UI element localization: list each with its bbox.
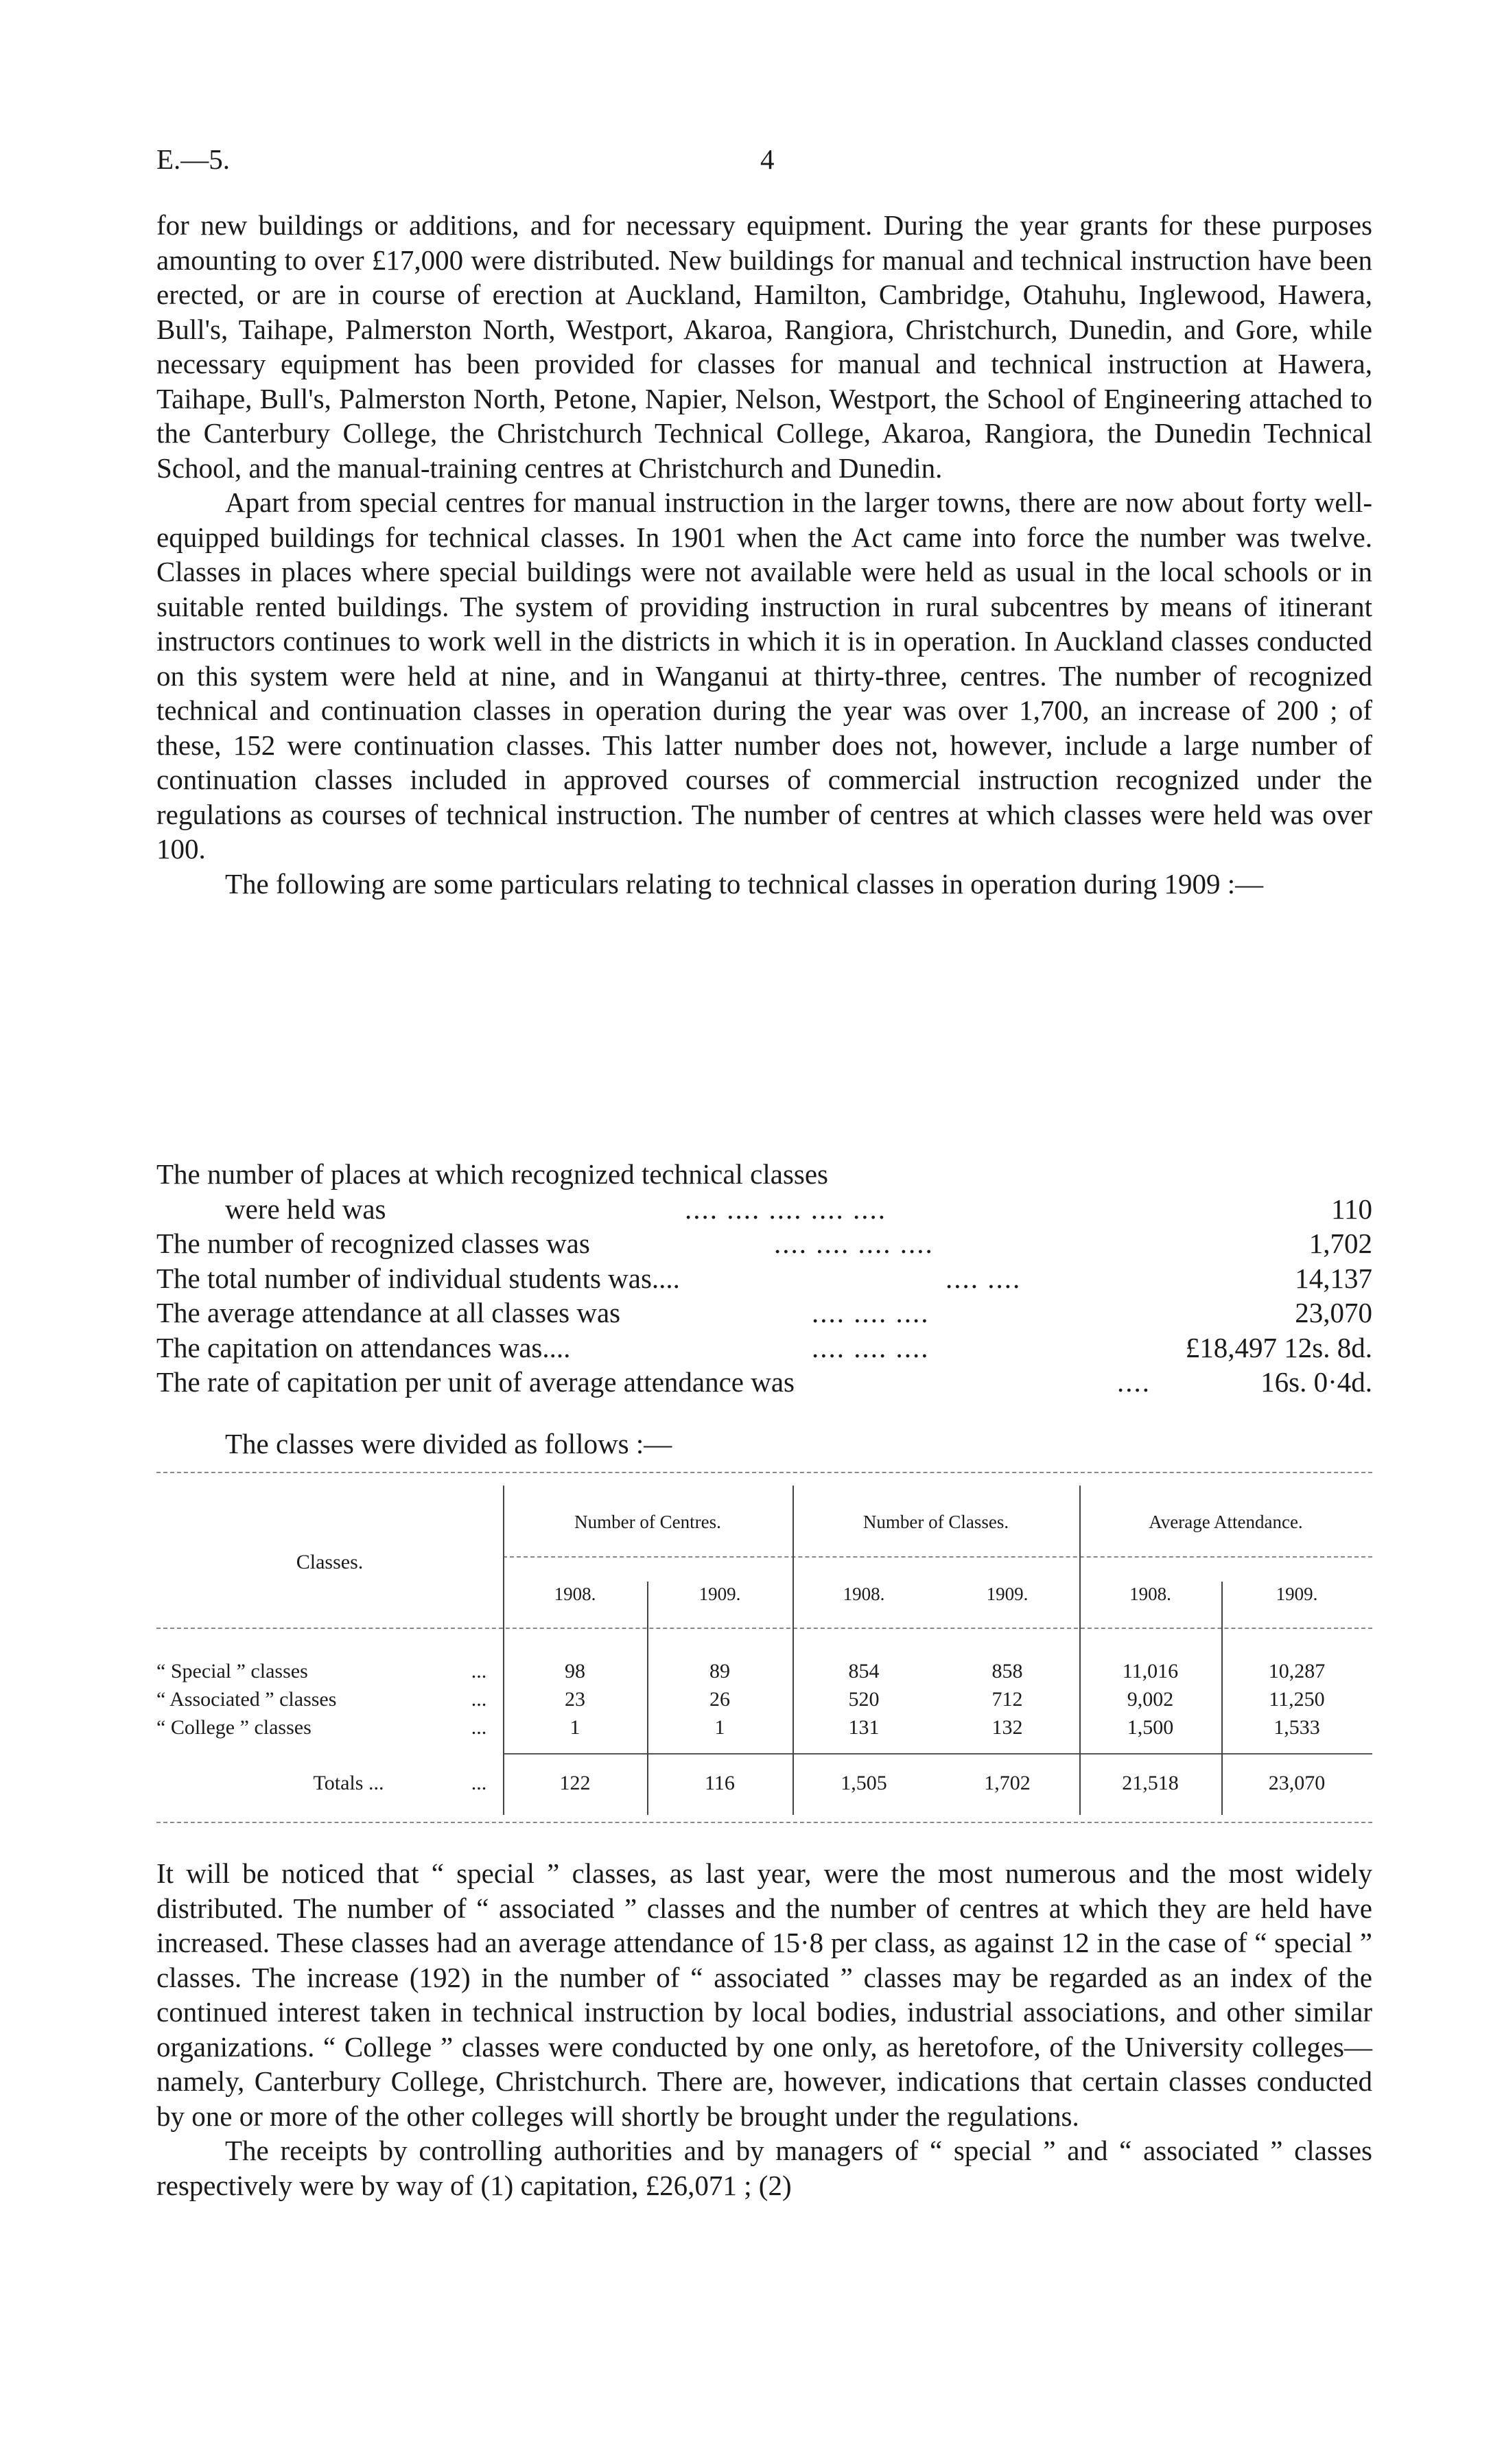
page-number: 4 — [760, 143, 775, 175]
table-cell: 1,500 — [1127, 1716, 1174, 1739]
paragraph-particulars-intro: The following are some particulars relating to technical classes in operation during 1909 :— — [225, 867, 1264, 900]
totals-rule — [503, 1753, 1372, 1755]
stat-label: The capitation on attendances was.... — [156, 1331, 571, 1363]
table-cell: 1 — [570, 1716, 580, 1739]
totals-cell: 1,702 — [984, 1772, 1031, 1794]
particulars-list — [156, 1157, 1372, 1400]
classes-column-header: Classes. — [296, 1551, 364, 1573]
leader-dots: .... .... .... — [812, 1297, 930, 1328]
leader-dots: .... .... .... .... .... — [685, 1193, 887, 1225]
stat-row — [156, 1226, 1372, 1261]
table-cell: 712 — [991, 1688, 1023, 1711]
leader-dots: ... — [471, 1688, 487, 1711]
year-header: 1908. — [1129, 1584, 1171, 1604]
stat-row — [156, 1157, 1372, 1192]
paragraph-centres: Apart from special centres for manual instruction in the larger towns, there are now about forty well-equipped buildings for technical classes. In 1901 when the Act came into force the number was twelve. Classes in places where special buildings were not available were held as usual in the local schools or in suitable rented buildings. The system of providing instruction in rural subcentres by means of itinerant instructors continues to work well in the districts in which it is in operation. In Auckland classes conducted on this system were held at nine, and in Wanganui at thirty-three, centres. The number of recognized technical and continuation classes in operation during the year was over 1,700, an increase of 200 ; of these, 152 were continuation classes. This latter number does not, however, include a large number of continuation classes included in approved courses of commercial instruction recognized under the regulations as courses of technical instruction. The number of centres at which classes were held was over 100. — [156, 486, 1372, 865]
paragraph-receipts: The receipts by controlling authorities and by managers of “ special ” and “ associated ” classes respectively were by way of (1) capitation, £26,071 ; (2) — [156, 2135, 1372, 2201]
totals-cell: 21,518 — [1122, 1772, 1179, 1794]
year-header: 1909. — [1276, 1584, 1318, 1604]
leader-dots: .... .... .... .... — [774, 1228, 934, 1259]
page-header — [156, 143, 1372, 184]
stat-label: were held was — [225, 1193, 386, 1225]
stat-value: 1,702 — [1308, 1228, 1372, 1259]
year-header: 1909. — [698, 1584, 741, 1604]
year-header: 1909. — [986, 1584, 1029, 1604]
totals-label: Totals ... — [313, 1772, 384, 1794]
stat-value: 14,137 — [1295, 1262, 1372, 1294]
totals-cell: 116 — [705, 1772, 735, 1794]
leader-dots: ... — [471, 1716, 487, 1739]
attendance-group-header: Average Attendance. — [1149, 1512, 1303, 1532]
table-row-label: “ Special ” classes — [156, 1660, 308, 1682]
table-rule-top — [156, 1472, 1372, 1473]
group-header-rule — [503, 1556, 1372, 1558]
closing-text — [156, 1856, 1372, 2203]
stat-row — [156, 1192, 1372, 1227]
table-cell: 98 — [565, 1660, 585, 1682]
table-cell: 132 — [991, 1716, 1023, 1739]
column-rule — [1079, 1486, 1081, 1815]
column-rule — [793, 1486, 794, 1815]
stat-label: The number of places at which recognized technical classes — [156, 1158, 829, 1190]
table-cell: 1 — [714, 1716, 725, 1739]
table-cell: 11,250 — [1269, 1688, 1325, 1711]
table-cell: 854 — [848, 1660, 880, 1682]
stat-label: The rate of capitation per unit of average attendance was — [156, 1366, 795, 1398]
table-cell: 520 — [848, 1688, 880, 1711]
column-rule — [503, 1486, 504, 1815]
leader-dots: ... — [471, 1772, 487, 1794]
table-intro: The classes were divided as follows :— — [225, 1428, 672, 1459]
classes-group-header: Number of Classes. — [862, 1512, 1009, 1532]
leader-dots: .... — [1117, 1366, 1151, 1398]
body-text — [156, 208, 1372, 901]
paragraph-observations: It will be noticed that “ special ” classes, as last year, were the most numerous and the most widely distributed. The number of “ associated ” classes and the number of centres at which they are held have increased. These classes had an average attendance of 15·8 per class, as against 12 in the case of “ special ” classes. The increase (192) in the number of “ associated ” classes may be regarded as an index of the continued interest taken in technical instruction by local bodies, industrial associations, and other similar organizations. “ College ” classes were conducted by one only, as heretofore, of the University colleges—namely, Canterbury College, Christchurch. There are, however, indications that certain classes conducted by one or more of the other colleges will shortly be brought under the regulations. — [156, 1857, 1372, 2132]
table-cell: 23 — [565, 1688, 585, 1711]
stat-value: £18,497 12s. 8d. — [1185, 1331, 1372, 1363]
totals-cell: 23,070 — [1268, 1772, 1326, 1794]
totals-cell: 122 — [559, 1772, 591, 1794]
classes-table — [156, 1472, 1372, 1829]
stat-row — [156, 1365, 1372, 1400]
stat-label: The total number of individual students was.... — [156, 1262, 680, 1294]
stat-label: The number of recognized classes was — [156, 1228, 590, 1259]
stat-row — [156, 1330, 1372, 1365]
totals-cell: 1,505 — [841, 1772, 887, 1794]
table-cell: 1,533 — [1273, 1716, 1320, 1739]
stat-row — [156, 1295, 1372, 1330]
centres-group-header: Number of Centres. — [574, 1512, 721, 1532]
leader-dots: .... .... — [946, 1262, 1022, 1294]
stat-value: 110 — [1331, 1193, 1372, 1225]
table-row-label: “ Associated ” classes — [156, 1688, 337, 1711]
stat-label: The average attendance at all classes was — [156, 1297, 621, 1328]
stat-value: 16s. 0·4d. — [1260, 1366, 1372, 1398]
table-rule-bottom — [156, 1822, 1372, 1823]
table-cell: 10,287 — [1268, 1660, 1326, 1682]
table-cell: 858 — [991, 1660, 1023, 1682]
leader-dots: .... .... .... — [812, 1331, 930, 1363]
header-rule-bottom — [156, 1628, 1372, 1629]
table-cell: 9,002 — [1127, 1688, 1174, 1711]
year-header: 1908. — [843, 1584, 885, 1604]
table-cell: 26 — [709, 1688, 730, 1711]
paragraph-buildings: for new buildings or additions, and for necessary equipment. During the year grants for these purposes amounting to over £17,000 were distributed. New buildings for manual and technical instruction have been erected, or are in course of erection at Auckland, Hamilton, Cambridge, Otahuhu, Inglewood, Hawera, Bull's, Taihape, Palmerston North, Westport, Akaroa, Rangiora, Christchurch, Dunedin, and Gore, while necessary equipment has been provided for classes for manual and technical instruction at Hawera, Taihape, Bull's, Palmerston North, Petone, Napier, Nelson, Westport, the School of Engineering attached to the Canterbury College, the Christchurch Technical College, Akaroa, Rangiora, the Dunedin Technical School, and the manual-training centres at Christchurch and Dunedin. — [156, 209, 1372, 484]
year-header: 1908. — [554, 1584, 596, 1604]
stat-row — [156, 1261, 1372, 1296]
table-cell: 131 — [848, 1716, 880, 1739]
stat-value: 23,070 — [1295, 1297, 1372, 1328]
report-reference: E.—5. — [156, 143, 231, 175]
table-cell: 89 — [709, 1660, 730, 1682]
leader-dots: ... — [471, 1660, 487, 1682]
table-row-label: “ College ” classes — [156, 1716, 312, 1739]
table-cell: 11,016 — [1122, 1660, 1179, 1682]
